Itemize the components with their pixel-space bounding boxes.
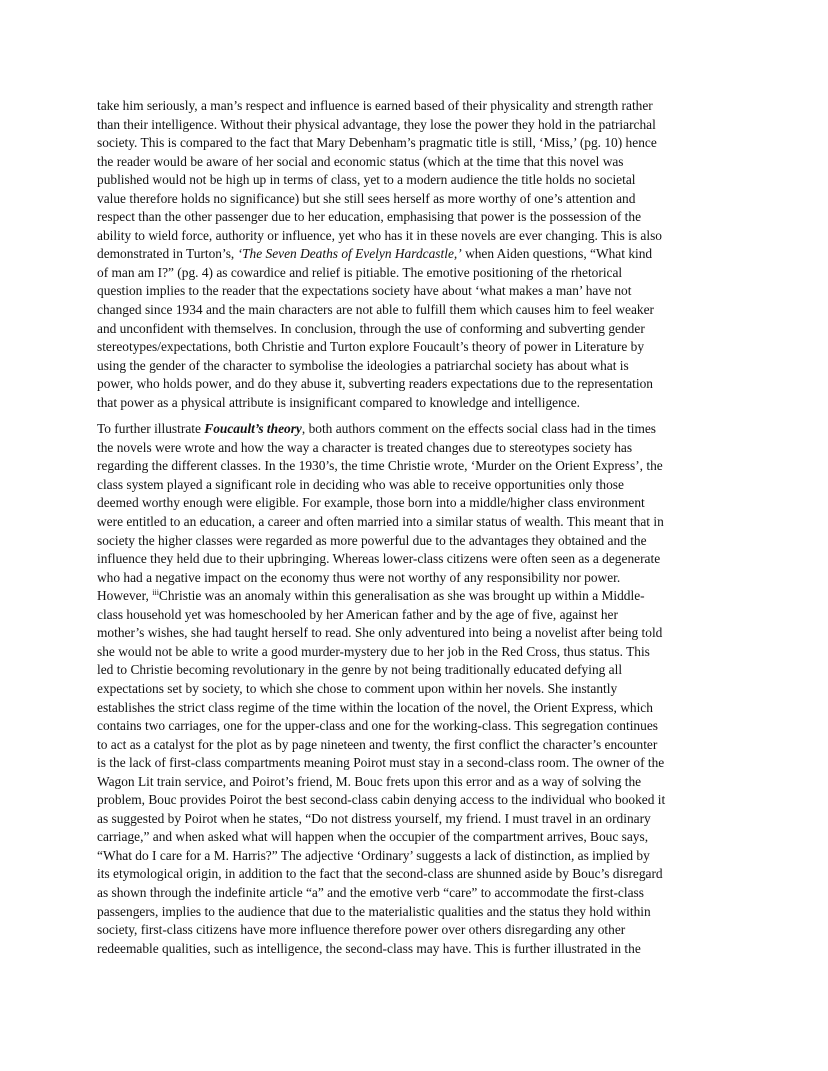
text-run: demonstrated in Turton’s,	[97, 246, 238, 262]
text-line: Wagon Lit train service, and Poirot’s friend, M. Bouc frets upon this error and as a way of solving the	[97, 773, 642, 789]
text-line: question implies to the reader that the expectations society have about ‘what makes a man’ have not	[97, 283, 632, 299]
text-line: value therefore holds no significance) but she still sees herself as more worthy of one’s attention and	[97, 190, 636, 206]
text-line: respect than the other passenger due to her education, emphasising that power is the possession of the	[97, 209, 642, 225]
text-line: stereotypes/expectations, both Christie and Turton explore Foucault’s theory of power in Literature by	[97, 339, 645, 355]
text-line: using the gender of the character to symbolise the ideologies a patriarchal society has about what is	[97, 357, 629, 373]
text-run: However,	[97, 588, 153, 604]
text-line: contains two carriages, one for the upper-class and one for the working-class. This segregation continues	[97, 718, 658, 734]
text-line: led to Christie becoming revolutionary in the genre by not being traditionally educated defying all	[97, 662, 623, 678]
text-line: the reader would be aware of her social and economic status (which at the time that this novel was	[97, 153, 624, 169]
text-line: establishes the strict class regime of the time within the location of the novel, the Orient Express, which	[97, 699, 653, 715]
text-line: problem, Bouc provides Poirot the best second-class cabin denying access to the individual who booked it	[97, 792, 666, 808]
text-line: and unconfident with themselves. In conclusion, through the use of conforming and subverting gender	[97, 320, 645, 336]
text-run: when Aiden questions, “What kind	[461, 246, 653, 262]
text-line: class system played a significant role in deciding who was able to receive opportunities only those	[97, 476, 624, 492]
text-line: “What do I care for a M. Harris?” The adjective ‘Ordinary’ suggests a lack of distinction, as implied by	[97, 847, 650, 863]
text-line	[97, 245, 738, 264]
text-line: to act as a catalyst for the plot as by page nineteen and twenty, the first conflict the character’s encounter	[97, 736, 658, 752]
text-line	[97, 420, 738, 439]
text-line: as suggested by Poirot when he states, “Do not distress yourself, my friend. I must travel in an ordinary	[97, 810, 651, 826]
text-line: society, first-class citizens have more influence therefore power over others disregarding any other	[97, 922, 626, 938]
text-line: is the lack of first-class compartments meaning Poirot must stay in a second-class room. The owner of the	[97, 755, 665, 771]
text-line: passengers, implies to the audience that due to the materialistic qualities and the status they hold within	[97, 903, 651, 919]
text-line: expectations set by society, to which she chose to comment upon within her novels. She instantly	[97, 680, 618, 696]
text-line: changed since 1934 and the main characters are not able to fulfill them which causes him to feel weaker	[97, 302, 654, 318]
text-line: of man am I?” (pg. 4) as cowardice and relief is pitiable. The emotive positioning of the rhetorical	[97, 264, 623, 280]
text-line: as shown through the indefinite article “a” and the emotive verb “care” to accommodate the first-class	[97, 884, 644, 900]
text-line: who had a negative impact on the economy thus were not worthy of any responsibility nor power.	[97, 569, 621, 585]
text-line: published would not be high up in terms of class, yet to a modern audience the title holds no societal	[97, 172, 636, 188]
text-run: To further illustrate	[97, 421, 205, 437]
text-line: its etymological origin, in addition to the fact that the second-class are shunned aside by Bouc’s disregard	[97, 866, 663, 882]
text-run: Christie was an anomaly within this generalisation as she was brought up within a Middle-	[158, 588, 645, 604]
document-page	[97, 97, 738, 958]
endnote-marker: iii	[152, 588, 159, 598]
text-line: class household yet was homeschooled by her American father and by the age of five, against her	[97, 606, 618, 622]
text-line: carriage,” and when asked what will happen when the occupier of the compartment arrives, Bouc says,	[97, 829, 649, 845]
text-run: , both authors comment on the effects social class had in the times	[301, 421, 657, 437]
text-line: deemed worthy enough were eligible. For example, those born into a middle/higher class environment	[97, 495, 645, 511]
book-title: ‘The Seven Deaths of Evelyn Hardcastle,’	[237, 246, 462, 262]
text-line: power, who holds power, and do they abuse it, subverting readers expectations due to the representation	[97, 376, 653, 392]
text-line: were entitled to an education, a career and often married into a similar status of wealth. This meant that in	[97, 514, 664, 530]
emphasis-term: Foucault’s theory	[204, 421, 302, 437]
text-line: than their intelligence. Without their physical advantage, they lose the power they hold in the patriarchal	[97, 116, 656, 132]
text-line: regarding the different classes. In the 1930’s, the time Christie wrote, ‘Murder on the Orient Express’, the	[97, 458, 663, 474]
text-line: mother’s wishes, she had taught herself to read. She only adventured into being a novelist after being told	[97, 625, 663, 641]
text-line: ability to wield force, authority or influence, yet who has it in these novels are ever changing. This is also	[97, 227, 662, 243]
paragraph-2	[97, 420, 738, 958]
text-line: she would not be able to write a good murder-mystery due to her job in the Red Cross, thus status. This	[97, 643, 650, 659]
text-line: take him seriously, a man’s respect and influence is earned based of their physicality and strength rather	[97, 98, 653, 113]
text-line: influence they held due to their upbringing. Whereas lower-class citizens were often seen as a degenerate	[97, 551, 661, 567]
text-line: society. This is compared to the fact that Mary Debenham’s pragmatic title is still, ‘Miss,’ (pg. 10) hence	[97, 135, 657, 151]
text-line: the novels were wrote and how the way a character is treated changes due to stereotypes society has	[97, 439, 633, 455]
text-line	[97, 587, 738, 606]
paragraph-1	[97, 97, 738, 412]
text-line: that power as a physical attribute is insignificant compared to knowledge and intelligence.	[97, 394, 581, 410]
text-line: redeemable qualities, such as intelligence, the second-class may have. This is further illustrated in the	[97, 940, 641, 956]
text-line: society the higher classes were regarded as more powerful due to the advantages they obtained and the	[97, 532, 647, 548]
